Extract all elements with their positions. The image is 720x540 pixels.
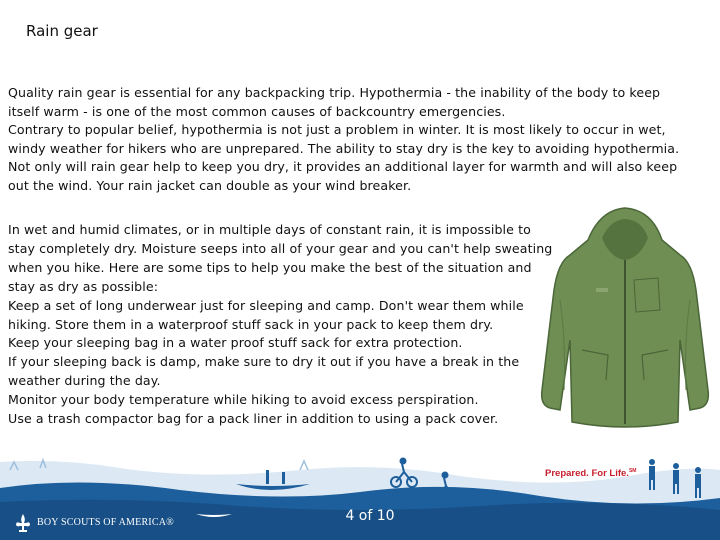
rain-jacket-image bbox=[530, 200, 720, 435]
page-indicator: 4 of 10 bbox=[345, 508, 395, 524]
tagline bbox=[545, 468, 636, 479]
tip-line: weather during the day. bbox=[8, 373, 161, 389]
tip-line: Keep a set of long underwear just for sleeping and camp. Don't wear them while bbox=[8, 297, 524, 313]
service-mark: SM bbox=[628, 468, 637, 474]
organization-text: BOY SCOUTS OF AMERICA bbox=[37, 517, 167, 528]
tip-line: hiking. Store them in a waterproof stuff sack in your pack to keep them dry. bbox=[8, 316, 494, 332]
intro-paragraph bbox=[8, 84, 712, 195]
text-line: windy weather for hikers who are unprepared. The ability to stay dry is the key to avoiding hypothermia. bbox=[8, 140, 680, 156]
text-line: when you hike. Here are some tips to help you make the best of the situation and bbox=[8, 259, 532, 275]
text-line: itself warm - is one of the most common causes of backcountry emergencies. bbox=[8, 103, 506, 119]
text-line: Quality rain gear is essential for any backpacking trip. Hypothermia - the inability of the body to keep bbox=[8, 85, 661, 100]
text-line: Contrary to popular belief, hypothermia is not just a problem in winter. It is most likely to occur in wet, bbox=[8, 122, 666, 137]
text-line: In wet and humid climates, or in multiple days of constant rain, it is impossible to bbox=[8, 222, 531, 237]
tips-paragraph bbox=[8, 221, 573, 429]
tip-line: Use a trash compactor bag for a pack liner in addition to using a pack cover. bbox=[8, 411, 499, 427]
text-line: stay completely dry. Moisture seeps into all of your gear and you can't help sweating bbox=[8, 240, 553, 256]
text-line: Not only will rain gear help to keep you dry, it provides an additional layer for warmth and will also keep bbox=[8, 159, 678, 174]
organization-name bbox=[37, 517, 174, 528]
registered-mark: ® bbox=[166, 517, 174, 528]
tagline-text: Prepared. For Life. bbox=[545, 468, 629, 480]
fleur-de-lis-icon bbox=[14, 513, 32, 533]
slide-title: Rain gear bbox=[26, 22, 98, 40]
tip-line: Monitor your body temperature while hiking to avoid excess perspiration. bbox=[8, 392, 479, 408]
text-line: out the wind. Your rain jacket can double as your wind breaker. bbox=[8, 177, 412, 193]
tip-line: If your sleeping back is damp, make sure to dry it out if you have a break in the bbox=[8, 354, 520, 370]
text-line: stay as dry as possible: bbox=[8, 278, 159, 294]
tip-line: Keep your sleeping bag in a water proof stuff sack for extra protection. bbox=[8, 335, 463, 351]
